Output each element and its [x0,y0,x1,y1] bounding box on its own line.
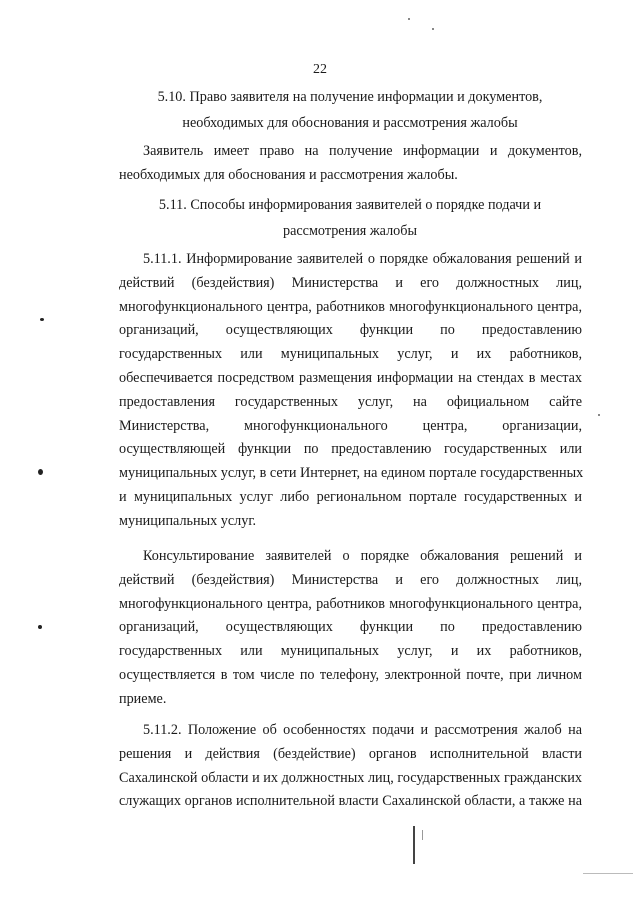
scan-speck [598,414,600,416]
paragraph-line: многофункционального центра, работников многофункционального центра, [119,298,582,315]
paragraph-line: служащих органов исполнительной власти Сахалинской области, а также на [119,793,582,810]
paragraph-line: государственных или муниципальных услуг, и их работников, [119,643,582,660]
punch-mark [40,318,44,321]
paragraph-line: предоставления государственных услуг, на официальном сайте [119,393,582,410]
paragraph-line: муниципальных услуг, в сети Интернет, на едином портале государственных [119,465,584,482]
scan-artifact [583,873,633,874]
paragraph-line: организаций, осуществляющих функции по предоставлению [119,619,582,636]
paragraph-line: муниципальных услуг. [119,512,257,529]
paragraph-line: Сахалинской области и их должностных лиц, государственных гражданских [119,769,582,786]
punch-mark [38,625,42,629]
paragraph-line: Министерства, многофункционального центра, организации, [119,417,582,434]
paragraph-line: государственных или муниципальных услуг, и их работников, [119,346,582,363]
heading-line: 5.10. Право заявителя на получение информации и документов, [157,89,543,105]
heading-line: 5.11. Способы информирования заявителей о порядке подачи и [158,197,542,213]
paragraph-line: осуществляющей функции по предоставлению государственных или [119,441,582,458]
paragraph-line: и муниципальных услуг либо региональном портале государственных и [119,488,582,505]
paragraph-line: многофункционального центра, работников многофункционального центра, [119,595,582,612]
paragraph-line: осуществляется в том числе по телефону, электронной почте, при личном [119,666,582,683]
heading-line: необходимых для обоснования и рассмотрения жалобы [182,115,518,131]
paragraph-line: организаций, осуществляющих функции по предоставлению [119,322,582,339]
paragraph-line: обеспечивается посредством размещения информации на стендах в местах [119,369,582,386]
scan-artifact [413,826,415,864]
paragraph-line: решения и действия (бездействие) органов исполнительной власти [119,745,582,762]
paragraph-5-10 [119,140,582,188]
paragraph-consulting [119,545,582,712]
page-number: 22 [313,62,327,77]
section-heading-5-10 [110,84,590,136]
scan-speck [408,18,410,20]
scan-speck [432,28,434,30]
section-heading-5-11 [110,192,590,244]
paragraph-line: приеме. [119,690,167,707]
heading-line: рассмотрения жалобы [282,223,418,239]
paragraph-line: 5.11.2. Положение об особенностях подачи и рассмотрения жалоб на [143,722,582,738]
paragraph-5-11-2 [119,719,582,814]
paragraph-5-11-1 [119,248,582,534]
paragraph-line: необходимых для обоснования и рассмотрения жалобы. [119,166,458,183]
paragraph-line: действий (бездействия) Министерства и его должностных лиц, [119,274,582,291]
paragraph-line: действий (бездействия) Министерства и его должностных лиц, [119,571,582,588]
paragraph-line: 5.11.1. Информирование заявителей о порядке обжалования решений и [143,251,582,267]
paragraph-line: Консультирование заявителей о порядке обжалования решений и [143,548,582,564]
scan-artifact [422,830,423,840]
paragraph-line: Заявитель имеет право на получение информации и документов, [143,143,582,159]
punch-mark [38,469,43,475]
